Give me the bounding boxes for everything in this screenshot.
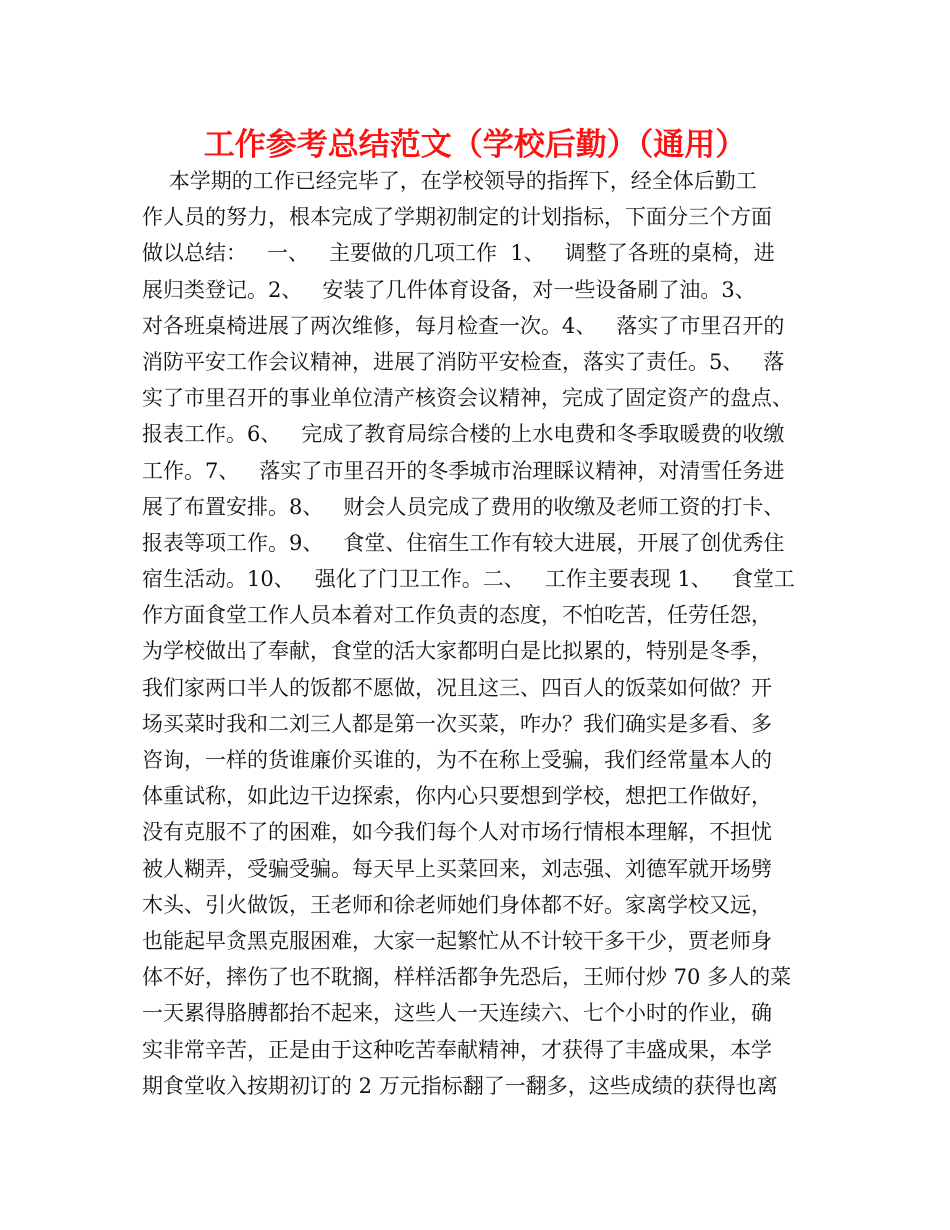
body-line: 体不好，摔伤了也不耽搁，样样活都争先恐后，王师付炒 70 多人的菜 bbox=[142, 965, 792, 990]
body-line: 期食堂收入按期初订的 2 万元指标翻了一翻多，这些成绩的获得也离 bbox=[142, 1073, 778, 1098]
document-title: 工作参考总结范文（学校后勤）（通用） bbox=[203, 127, 747, 163]
body-line: 一天累得胳膊都抬不起来，这些人一天连续六、七个小时的作业，确 bbox=[142, 1001, 772, 1026]
body-line: 也能起早贪黑克服困难，大家一起繁忙从不计较干多干少，贾老师身 bbox=[142, 928, 772, 953]
body-line: 实了市里召开的事业单位清产核资会议精神，完成了固定资产的盘点、 bbox=[142, 386, 793, 411]
body-line: 展归类登记。2、 安装了几件体育设备，对一些设备刷了油。3、 bbox=[142, 277, 756, 302]
body-line: 消防平安工作会议精神，进展了消防平安检查，落实了责任。5、 落 bbox=[142, 349, 785, 374]
body-line: 被人糊弄，受骗受骗。每天早上买菜回来，刘志强、刘德军就开场劈 bbox=[142, 856, 772, 881]
body-line: 展了布置安排。8、 财会人员完成了费用的收缴及老师工资的打卡、 bbox=[142, 494, 785, 519]
body-line: 咨询，一样的货谁廉价买谁的，为不在称上受骗，我们经常量本人的 bbox=[142, 748, 772, 772]
body-line: 工作。7、 落实了市里召开的冬季城市治理睬议精神，对清雪任务进 bbox=[142, 458, 785, 483]
document-body bbox=[142, 163, 832, 1104]
body-line: 报表工作。6、 完成了教育局综合楼的上水电费和冬季取暖费的收缴 bbox=[142, 422, 785, 447]
body-line: 没有克服不了的困难，如今我们每个人对市场行情根本理解，不担忧 bbox=[142, 820, 772, 845]
body-line: 宿生活动。10、 强化了门卫工作。二、 工作主要表现 1、 食堂工 bbox=[142, 567, 795, 592]
body-line: 场买菜时我和二刘三人都是第一次买菜，咋办？我们确实是多看、多 bbox=[142, 711, 772, 736]
body-line: 对各班桌椅进展了两次维修，每月检查一次。4、 落实了市里召开的 bbox=[142, 313, 785, 338]
body-line: 木头、引火做饭，王老师和徐老师她们身体都不好。家离学校又远， bbox=[142, 892, 772, 917]
body-line: 我们家两口半人的饭都不愿做，况且这三、四百人的饭菜如何做？开 bbox=[142, 675, 772, 700]
body-line: 实非常辛苦，正是由于这种吃苦奉献精神，才获得了丰盛成果，本学 bbox=[142, 1037, 772, 1062]
body-line: 做以总结： 一、 主要做的几项工作 1、 调整了各班的桌椅，进 bbox=[142, 241, 775, 266]
body-line: 作人员的努力，根本完成了学期初制定的计划指标，下面分三个方面 bbox=[142, 205, 772, 230]
body-line: 本学期的工作已经完毕了，在学校领导的指挥下，经全体后勤工 bbox=[142, 169, 757, 193]
body-line: 为学校做出了奉献，食堂的活大家都明白是比拟累的，特别是冬季， bbox=[142, 639, 772, 664]
body-line: 体重试称，如此边干边探索，你内心只要想到学校，想把工作做好， bbox=[142, 784, 772, 809]
body-line: 作方面食堂工作人员本着对工作负责的态度，不怕吃苦，任劳任怨， bbox=[142, 603, 772, 628]
body-line: 报表等项工作。9、 食堂、住宿生工作有较大进展，开展了创优秀住 bbox=[142, 530, 785, 555]
